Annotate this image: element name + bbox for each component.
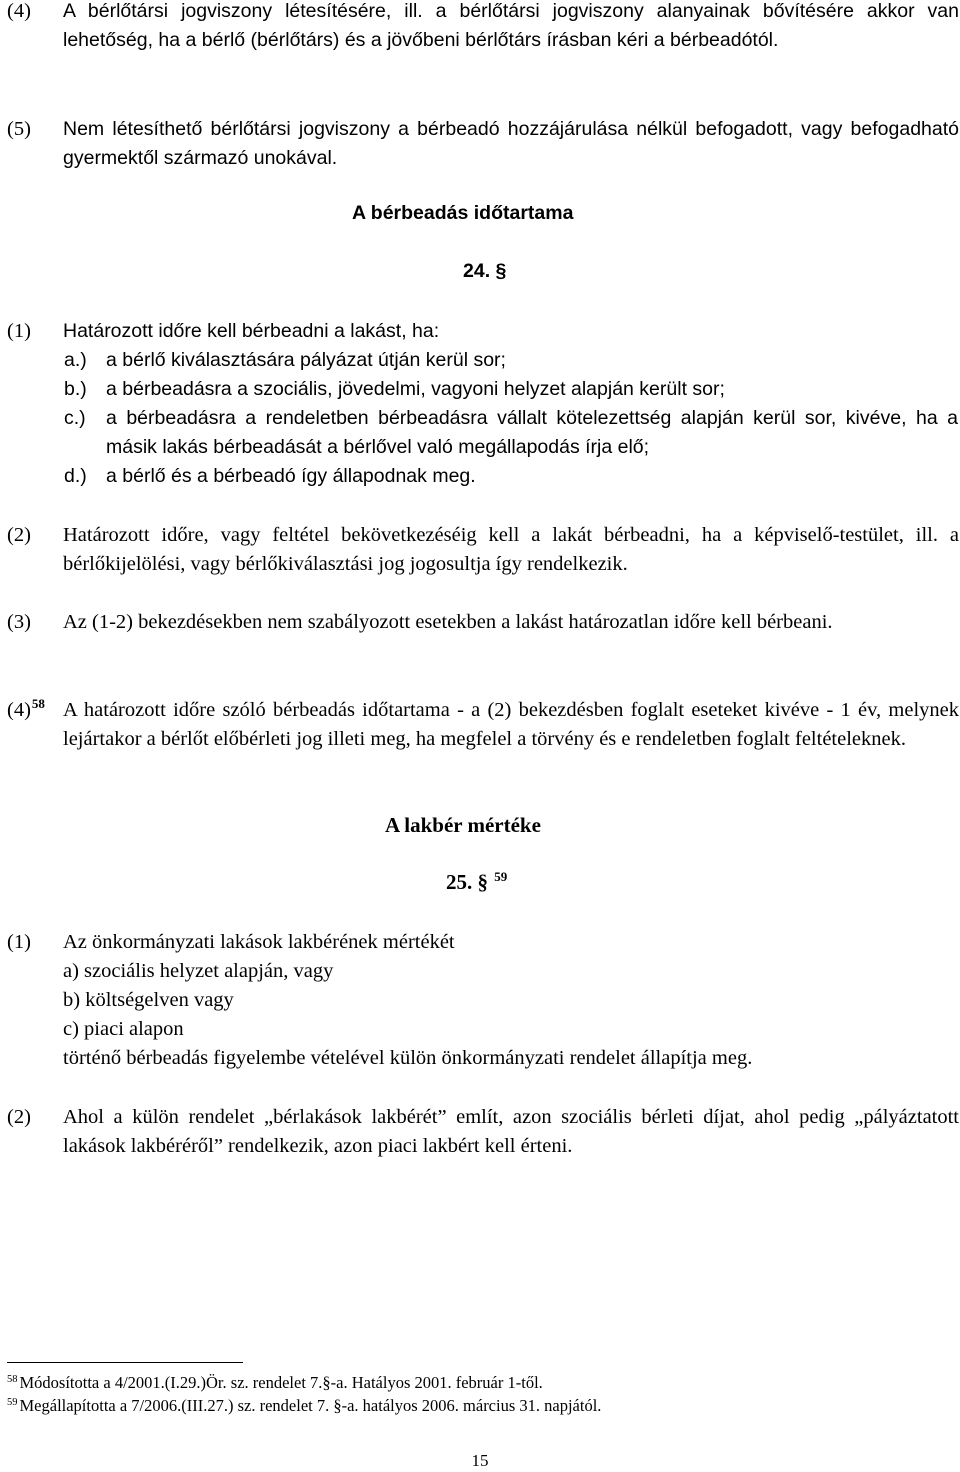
paragraph-text: Ahol a külön rendelet „bérlakások lakbérét” említ, azon szociális bérleti díjat, ahol pedig „pályáztatott lakások lakbéréről” rendelkezik, azon piaci lakbért kell érteni. [63, 1106, 959, 1157]
section-number-text: 25. § [446, 870, 488, 894]
list-item [64, 346, 958, 375]
paragraph-24-2 [7, 521, 959, 579]
list-item-label: a.) [64, 349, 87, 371]
page-number: 15 [471, 1451, 489, 1470]
paragraph-number: (1) [7, 931, 31, 953]
paragraph-25-1 [63, 928, 752, 1073]
footnote-number: 59 [7, 1396, 18, 1408]
section-heading: A lakbér mértéke [385, 813, 541, 837]
list-item [64, 462, 958, 491]
paragraph-number: (5) [7, 118, 31, 140]
footnote [7, 1395, 601, 1417]
paragraph-25-2 [7, 1103, 959, 1161]
paragraph-text: Az (1-2) bekezdésekben nem szabályozott esetekben a lakást határozatlan időre kell bérbeani. [63, 611, 833, 633]
paragraph-number: (3) [7, 611, 31, 633]
paragraph-number: (1) [7, 320, 31, 342]
paragraph-24-1 [7, 317, 959, 346]
footnote-ref: 58 [31, 696, 45, 712]
list-item [64, 375, 958, 404]
paragraph-5 [7, 115, 959, 173]
paragraph-text: Határozott időre, vagy feltétel bekövetkezéséig kell a lakát bérbeadni, ha a képviselő-testület, ill. a bérlőkijelölési, vagy bérlőkiválasztási jog jogosultja így rendelkezik. [63, 524, 959, 575]
paragraph-number-text: (4) [7, 699, 31, 721]
footnote-divider [7, 1362, 243, 1363]
footnote [7, 1372, 543, 1394]
paragraph-text: A bérlőtársi jogviszony létesítésére, ill. a bérlőtársi jogviszony alanyainak bővítésére akkor van lehetőség, ha a bérlő (bérlőtárs) és a jövőbeni bérlőtárs írásban kéri a bérbeadótól. [63, 0, 959, 51]
list-item-text: a bérlő kiválasztására pályázat útján kerül sor; [106, 349, 506, 371]
paragraph-number: (2) [7, 1106, 31, 1128]
paragraph-number: (4) [7, 0, 31, 22]
list-item-label: b.) [64, 378, 87, 400]
list-item-text: a bérlő és a bérbeadó így állapodnak meg. [106, 465, 476, 487]
list-item-text: a bérbeadásra a szociális, jövedelmi, vagyoni helyzet alapján került sor; [106, 378, 725, 400]
paragraph-24-3 [7, 608, 959, 637]
condition-list [64, 346, 958, 491]
list-item-label: c.) [64, 407, 86, 429]
paragraph-number: (2) [7, 524, 31, 546]
section-heading: A bérbeadás időtartama [352, 202, 574, 224]
section-number: 24. § [463, 260, 507, 282]
footnote-text: Módosította a 4/2001.(I.29.)Ör. sz. rendelet 7.§-a. Hatályos 2001. február 1-től. [19, 1373, 543, 1392]
paragraph-4 [7, 0, 959, 55]
paragraph-24-4 [7, 696, 959, 754]
text-line: c) piaci alapon [63, 1018, 184, 1040]
text-line: b) költségelven vagy [63, 989, 234, 1011]
text-line: Az önkormányzati lakások lakbérének mértékét [63, 931, 455, 953]
list-item [64, 404, 958, 462]
section-number [446, 870, 507, 895]
list-item-label: d.) [64, 465, 87, 487]
paragraph-number [7, 696, 45, 725]
footnote-ref: 59 [494, 869, 508, 884]
text-line: történő bérbeadás figyelembe vételével külön önkormányzati rendelet állapítja meg. [63, 1047, 753, 1069]
paragraph-text: Határozott időre kell bérbeadni a lakást, ha: [63, 320, 440, 342]
text-line: a) szociális helyzet alapján, vagy [63, 960, 334, 982]
list-item-text: a bérbeadásra a rendeletben bérbeadásra vállalt kötelezettség alapján kerül sor, kivéve, ha a másik lakás bérbeadását a bérlővel való megállapodás írja elő; [106, 407, 958, 458]
paragraph-text: Nem létesíthető bérlőtársi jogviszony a bérbeadó hozzájárulása nélkül befogadott, vagy befogadható gyermektől származó unokával. [63, 118, 959, 169]
footnote-text: Megállapította a 7/2006.(III.27.) sz. rendelet 7. §-a. hatályos 2006. március 31. napjától. [19, 1396, 602, 1415]
paragraph-text: A határozott időre szóló bérbeadás időtartama - a (2) bekezdésben foglalt eseteket kivéve - 1 év, melynek lejártakor a bérlőt előbérleti jog illeti meg, ha megfelel a törvény és e rendeletben foglalt feltételeknek. [63, 699, 959, 750]
footnote-number: 58 [7, 1373, 18, 1385]
